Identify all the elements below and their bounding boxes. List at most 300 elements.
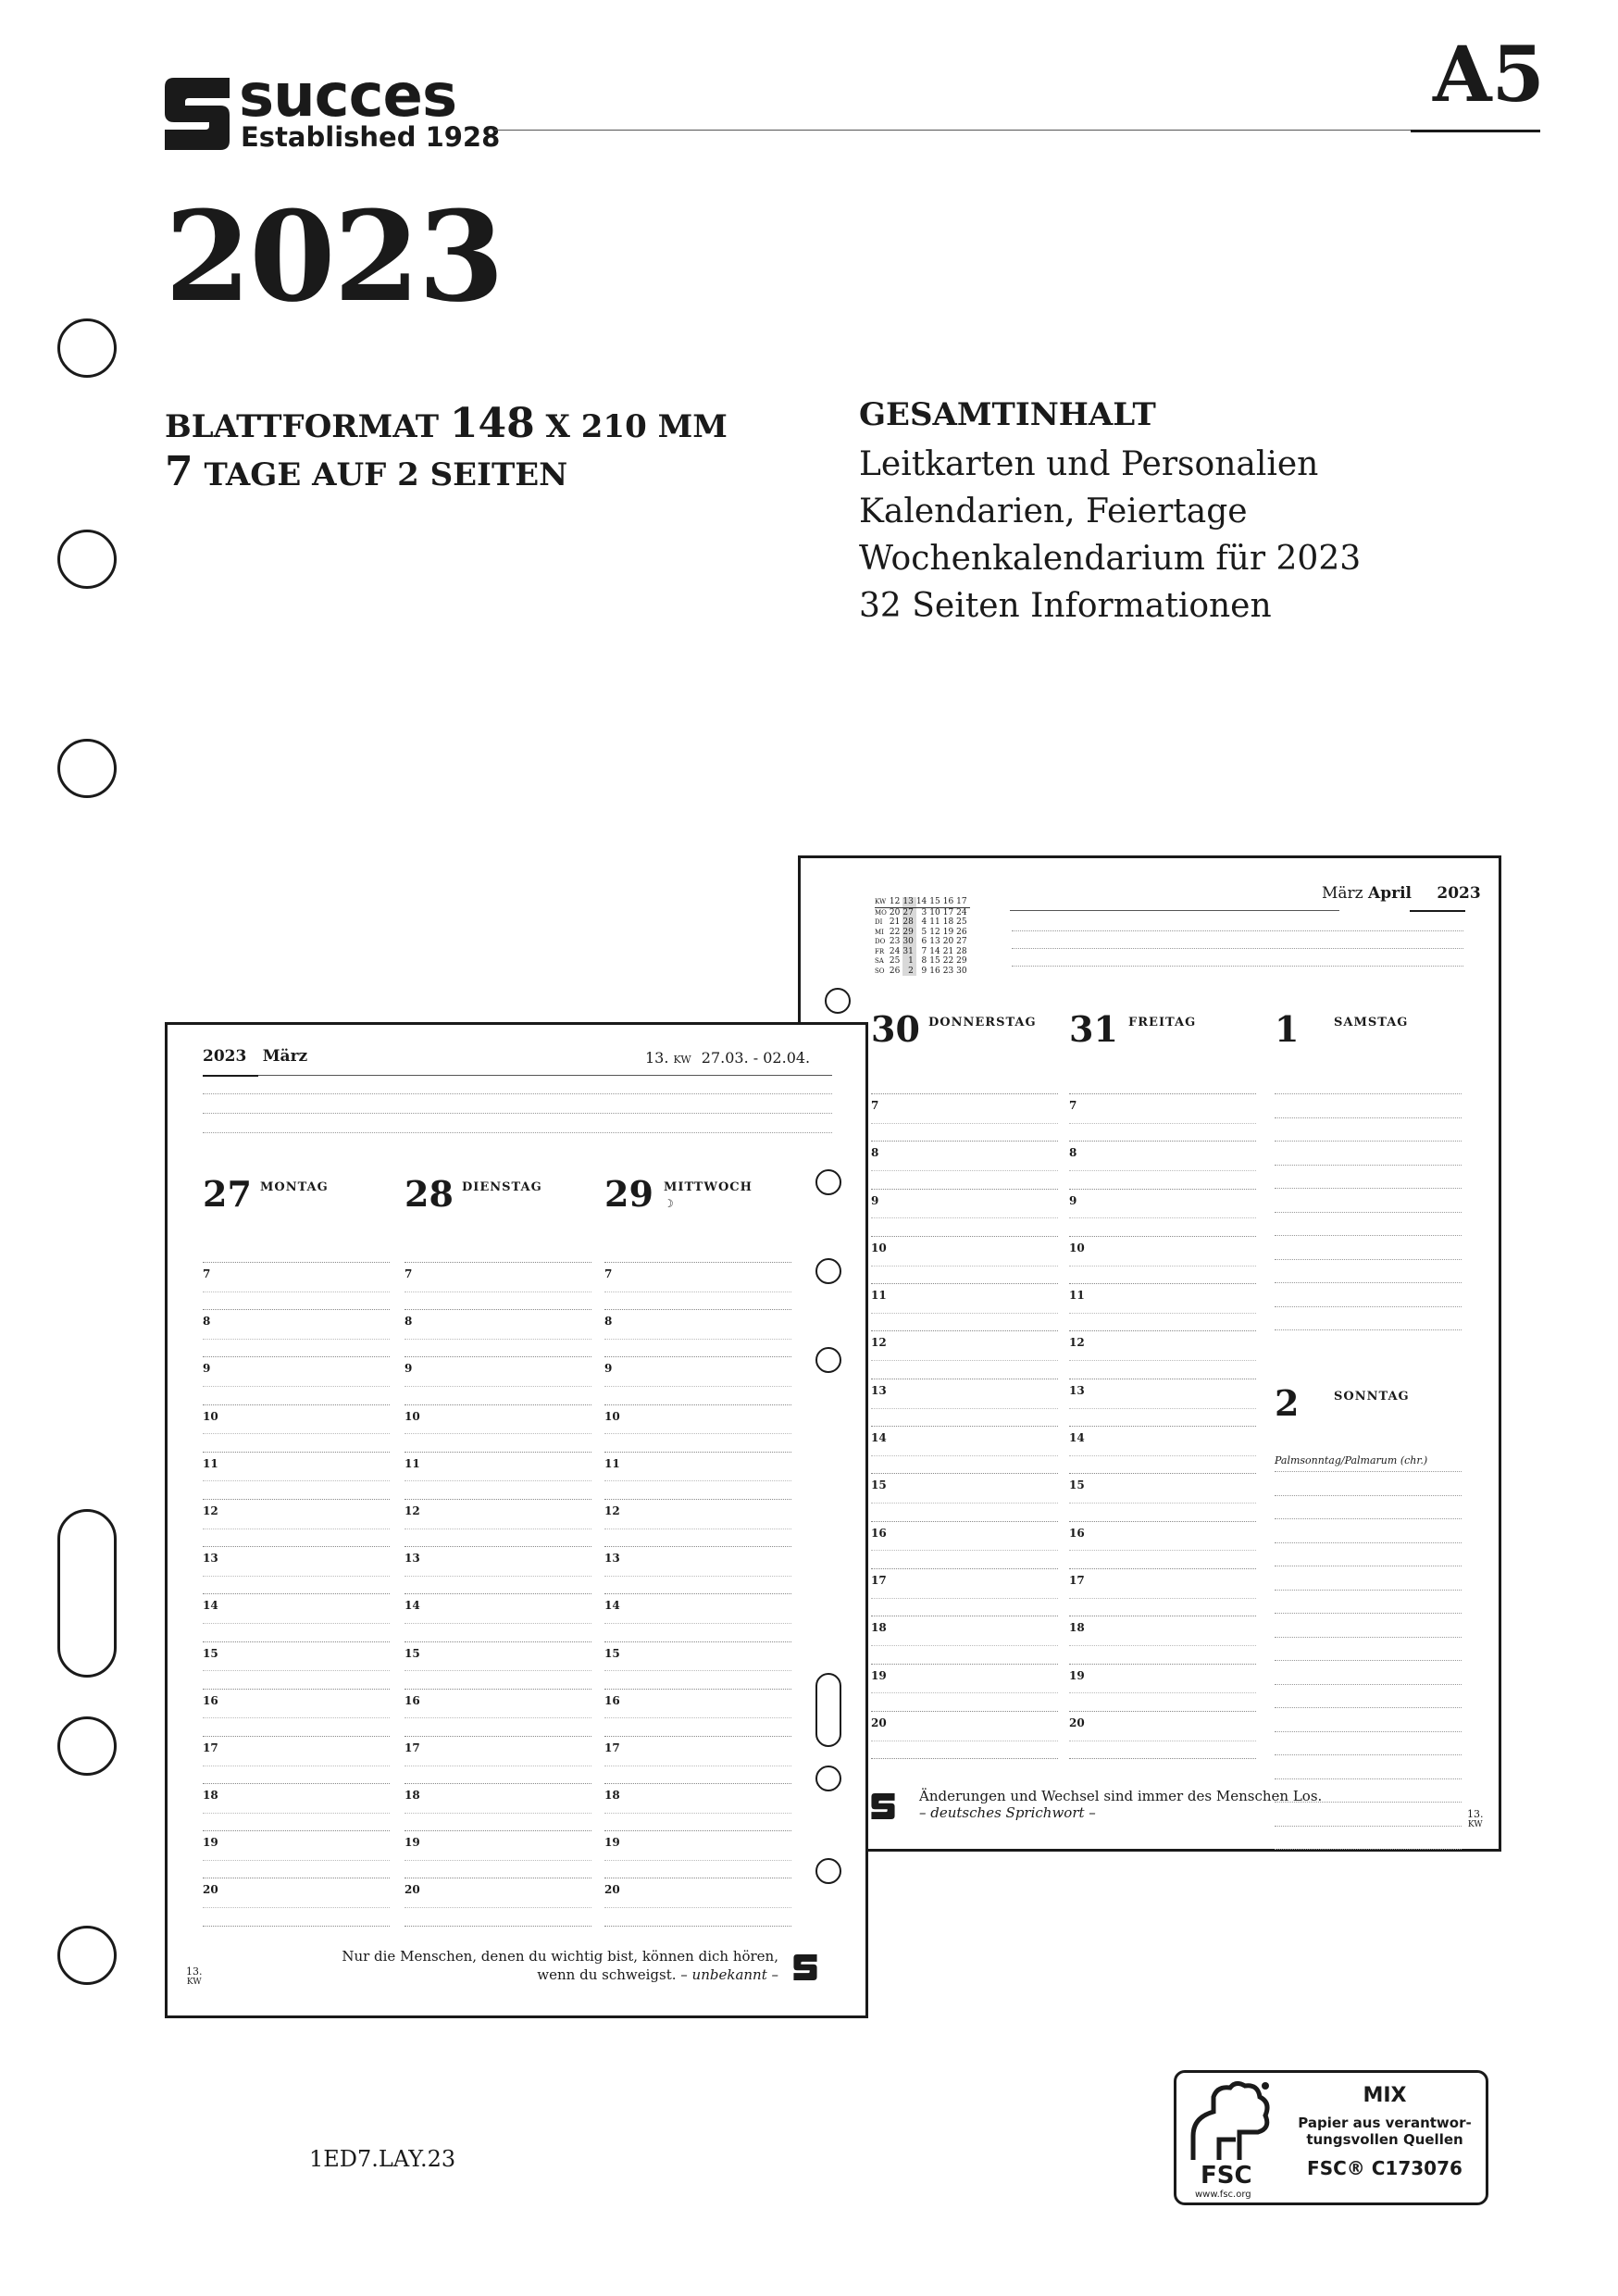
hour-label: 7: [404, 1267, 413, 1280]
mini-calendar-row: [875, 928, 970, 938]
mini-calendar-row: [875, 907, 970, 917]
hour-row: [871, 1141, 1058, 1188]
binder-hole: [57, 739, 117, 798]
hour-label: 9: [871, 1193, 879, 1207]
day-name: MITTWOCH: [664, 1180, 753, 1194]
hour-label: 16: [871, 1526, 887, 1540]
page-hole: [825, 988, 851, 1014]
half-hour-line: [1069, 1455, 1256, 1456]
mini-calendar-cell: 16: [943, 897, 956, 907]
hour-label: 7: [604, 1267, 613, 1280]
hour-row: [871, 1521, 1058, 1568]
mini-calendar-cell: 22: [889, 927, 901, 937]
day-column-sunday: [1275, 1382, 1462, 1424]
mini-calendar-cell: 5: [921, 927, 927, 937]
hour-row: [404, 1689, 591, 1736]
mini-calendar-cell: 11: [929, 917, 940, 927]
hour-label: 7: [1069, 1099, 1077, 1112]
hour-label: 18: [404, 1789, 420, 1803]
note-line: [1275, 1802, 1462, 1826]
hour-label: 18: [871, 1621, 887, 1635]
saturday-lines: [1275, 1093, 1462, 1354]
half-hour-line: [203, 1386, 390, 1387]
weekday-label: MI: [875, 928, 884, 936]
half-hour-line: [871, 1123, 1058, 1124]
day-number: 31: [1069, 1008, 1118, 1050]
hour-label: 17: [404, 1741, 420, 1754]
hour-row: [1069, 1283, 1256, 1330]
hour-label: 18: [1069, 1621, 1085, 1635]
hour-row: [871, 1330, 1058, 1378]
half-hour-line: [1069, 1408, 1256, 1409]
day-name: SAMSTAG: [1334, 1016, 1409, 1029]
half-hour-line: [404, 1339, 591, 1340]
binder-slot: [57, 1509, 117, 1678]
month1: März: [1322, 884, 1363, 903]
year-title: 2023: [165, 183, 503, 330]
day-number: 30: [871, 1008, 920, 1050]
day-number: 2: [1275, 1382, 1300, 1424]
half-hour-line: [1069, 1645, 1256, 1646]
note-line: [1275, 1660, 1462, 1684]
binder-hole: [57, 318, 117, 378]
note-line: [1275, 1165, 1462, 1189]
mini-calendar-cell: 13: [929, 937, 940, 946]
note-line: [1275, 1329, 1462, 1354]
mini-calendar-cell: 12: [890, 897, 902, 907]
half-hour-line: [604, 1386, 791, 1387]
note-line: [1275, 1707, 1462, 1731]
mini-calendar-cell: 8: [921, 956, 927, 966]
note-line: [1275, 1117, 1462, 1142]
mini-calendar-cell: 26: [889, 966, 901, 976]
note-line: [1275, 1212, 1462, 1236]
half-hour-line: [203, 1813, 390, 1814]
half-hour-line: [1069, 1692, 1256, 1693]
hour-label: 10: [1069, 1241, 1085, 1254]
half-hour-line: [871, 1313, 1058, 1314]
half-hour-line: [871, 1503, 1058, 1504]
layout-desc-text: TAGE AUF 2 SEITEN: [193, 456, 568, 493]
hour-label: 20: [871, 1716, 887, 1729]
half-hour-line: [604, 1623, 791, 1624]
right-quote: Änderungen und Wechsel sind immer des Menschen Los.: [919, 1788, 1323, 1804]
half-hour-line: [203, 1433, 390, 1434]
mini-calendar-cell: 25: [956, 917, 967, 927]
right-page-preview: [798, 855, 1501, 1852]
hour-label: 14: [871, 1431, 887, 1445]
note-line: [1275, 1566, 1462, 1590]
hours-tuesday: [404, 1262, 591, 1927]
hour-label: 20: [203, 1883, 218, 1897]
day-column-tuesday: [404, 1173, 591, 1215]
contents-list: [859, 441, 1361, 630]
hour-row-end: [1069, 1758, 1256, 1759]
mini-calendar-cell: 3: [921, 907, 927, 917]
right-year: 2023: [1437, 884, 1481, 903]
mini-calendar-cell: 14: [916, 897, 929, 907]
mini-calendar-cell: 18: [942, 917, 954, 927]
mini-calendar-cell: 1: [902, 956, 915, 967]
hour-row: [871, 1379, 1058, 1426]
left-quote: [306, 1947, 778, 1984]
hour-label: 13: [604, 1552, 620, 1566]
half-hour-line: [871, 1455, 1058, 1456]
kw-label: KW: [1467, 1820, 1483, 1829]
hour-label: 8: [1069, 1146, 1077, 1160]
day-column-friday: [1069, 1008, 1256, 1050]
half-hour-line: [404, 1576, 591, 1577]
hour-row: [604, 1641, 791, 1689]
page-hole: [815, 1258, 841, 1284]
mini-calendar-cell: 24: [889, 946, 901, 956]
hour-row: [404, 1309, 591, 1356]
kw-number: 13.: [186, 1965, 203, 1978]
hour-label: 14: [1069, 1431, 1085, 1445]
half-hour-line: [871, 1266, 1058, 1267]
half-hour-line: [1069, 1503, 1256, 1504]
binder-hole: [57, 530, 117, 589]
left-page-header: [203, 1047, 307, 1066]
hour-label: 15: [871, 1479, 887, 1492]
hour-label: 12: [871, 1336, 887, 1350]
hour-label: 19: [604, 1836, 620, 1850]
sunday-note: Palmsonntag/Palmarum (chr.): [1275, 1454, 1428, 1466]
hour-label: 17: [1069, 1573, 1085, 1587]
half-hour-line: [871, 1692, 1058, 1693]
weekday-label: DO: [875, 938, 886, 945]
brand-logo-icon: [165, 78, 230, 150]
page-slot: [815, 1673, 841, 1747]
hour-label: 10: [871, 1241, 887, 1254]
hour-row: [871, 1568, 1058, 1616]
hour-row: [404, 1783, 591, 1830]
half-hour-line: [1069, 1123, 1256, 1124]
hour-row: [203, 1309, 390, 1356]
hour-label: 9: [404, 1362, 413, 1376]
hour-row: [203, 1689, 390, 1736]
mini-calendar-cell: 15: [929, 897, 942, 907]
hour-row: [871, 1093, 1058, 1141]
half-hour-line: [1069, 1550, 1256, 1551]
binder-hole: [57, 1926, 117, 1985]
mini-calendar-cell: 30: [956, 966, 967, 976]
note-line: [1275, 1471, 1462, 1495]
half-hour-line: [404, 1480, 591, 1481]
hour-label: 14: [604, 1599, 620, 1613]
note-line: [1275, 1188, 1462, 1212]
mini-calendar-row: [875, 956, 970, 967]
hour-row: [604, 1830, 791, 1878]
note-line: [1275, 1731, 1462, 1755]
day-column-saturday: [1275, 1008, 1462, 1050]
hour-label: 12: [404, 1504, 420, 1517]
hour-row: [1069, 1189, 1256, 1236]
day-name: DONNERSTAG: [928, 1016, 1037, 1029]
hour-row: [404, 1452, 591, 1499]
half-hour-line: [404, 1813, 591, 1814]
format-code: A5: [1433, 31, 1545, 119]
hour-label: 19: [1069, 1668, 1085, 1682]
sheet-format-suffix: X 210 MM: [534, 408, 728, 445]
sunday-lines: [1275, 1471, 1462, 1873]
kw-number: 13.: [645, 1049, 669, 1067]
hour-row: [871, 1616, 1058, 1663]
hour-label: 14: [203, 1599, 218, 1613]
fsc-line: Papier aus verantwor-: [1298, 2115, 1472, 2131]
hour-label: 12: [203, 1504, 218, 1517]
hour-row: [404, 1262, 591, 1309]
mini-calendar-cell: 30: [902, 937, 915, 947]
half-hour-line: [1069, 1170, 1256, 1171]
hour-label: 13: [203, 1552, 218, 1566]
hour-label: 20: [1069, 1716, 1085, 1729]
note-line: [1275, 1282, 1462, 1306]
hour-label: 8: [404, 1315, 413, 1329]
hour-label: 9: [203, 1362, 211, 1376]
hour-row: [871, 1711, 1058, 1758]
half-hour-line: [1069, 1266, 1256, 1267]
note-line: [1275, 1590, 1462, 1614]
hour-label: 17: [871, 1573, 887, 1587]
hour-row: [604, 1689, 791, 1736]
hour-row: [203, 1452, 390, 1499]
mini-calendar-cell: 20: [889, 907, 901, 917]
half-hour-line: [404, 1670, 591, 1671]
note-line: [1275, 1613, 1462, 1637]
hour-label: 15: [1069, 1479, 1085, 1492]
mini-calendar-cell: 21: [889, 917, 901, 927]
kw-number: 13.: [1467, 1808, 1484, 1820]
hour-row: [203, 1404, 390, 1452]
left-footer-kw: [186, 1965, 203, 1987]
mini-calendar-cell: 31: [902, 947, 915, 957]
hour-row: [203, 1641, 390, 1689]
half-hour-line: [203, 1907, 390, 1908]
hour-label: 11: [1069, 1289, 1085, 1303]
hour-label: 12: [604, 1504, 620, 1517]
left-week-range: [645, 1049, 810, 1067]
product-code: 1ED7.LAY.23: [309, 2146, 456, 2172]
half-hour-line: [1069, 1598, 1256, 1599]
hour-label: 11: [871, 1289, 887, 1303]
quote-line: wenn du schweigst.: [537, 1966, 677, 1983]
weekday-label: SO: [875, 967, 885, 975]
fsc-label: [1174, 2070, 1488, 2205]
page-hole: [815, 1766, 841, 1791]
hour-row: [203, 1356, 390, 1404]
mini-calendar-cell: 24: [956, 907, 967, 917]
half-hour-line: [604, 1670, 791, 1671]
sheet-format-prefix: BLATTFORMAT: [165, 408, 450, 445]
note-line: [1275, 1141, 1462, 1165]
quote-line: Nur die Menschen, denen du wichtig bist, können dich hören,: [342, 1948, 778, 1965]
mini-calendar-cell: 21: [942, 946, 954, 956]
half-hour-line: [1069, 1217, 1256, 1218]
hour-label: 8: [871, 1146, 879, 1160]
fsc-tree-icon: [1188, 2080, 1275, 2164]
mini-calendar-cell: 7: [921, 946, 927, 956]
half-hour-line: [604, 1433, 791, 1434]
half-hour-line: [203, 1717, 390, 1718]
mini-calendar-cell: 23: [942, 966, 954, 976]
weekday-label: SA: [875, 957, 884, 965]
day-number: 27: [203, 1173, 252, 1215]
hour-row: [871, 1236, 1058, 1283]
mini-calendar-cell: 15: [929, 956, 940, 966]
left-notes-lines: [203, 1093, 832, 1133]
note-line: [1275, 1306, 1462, 1330]
day-number: 29: [604, 1173, 653, 1215]
fsc-mix: MIX: [1363, 2084, 1407, 2107]
hour-row: [203, 1593, 390, 1641]
hour-row: [203, 1783, 390, 1830]
hour-row: [1069, 1616, 1256, 1663]
hour-label: 13: [871, 1383, 887, 1397]
note-line: [1275, 1518, 1462, 1542]
hour-label: 17: [604, 1741, 620, 1754]
half-hour-line: [604, 1907, 791, 1908]
fsc-url: www.fsc.org: [1195, 2190, 1251, 2200]
hour-row: [604, 1593, 791, 1641]
right-header-accent: [1410, 910, 1465, 912]
mini-calendar-cell: 4: [921, 917, 927, 927]
mini-calendar-header: [875, 897, 970, 907]
mini-calendar-row: [875, 967, 970, 977]
mini-calendar-cell: 12: [929, 927, 940, 937]
hour-label: 12: [1069, 1336, 1085, 1350]
half-hour-line: [404, 1860, 591, 1861]
hour-row: [604, 1736, 791, 1783]
hour-row: [1069, 1473, 1256, 1520]
right-page-header: [1322, 884, 1481, 903]
hour-label: 18: [203, 1789, 218, 1803]
hour-label: 15: [604, 1646, 620, 1660]
mini-calendar-cell: 27: [956, 937, 967, 946]
hour-row: [404, 1499, 591, 1546]
hour-row: [203, 1878, 390, 1925]
hour-label: 8: [604, 1315, 613, 1329]
weekday-label: MO: [875, 908, 887, 917]
mini-calendar-cell: 19: [942, 927, 954, 937]
hour-row: [871, 1189, 1058, 1236]
half-hour-line: [871, 1550, 1058, 1551]
note-line: [1275, 1849, 1462, 1873]
page-hole: [815, 1858, 841, 1884]
page-hole: [815, 1169, 841, 1195]
hour-row: [1069, 1664, 1256, 1711]
hours-thursday: [871, 1093, 1058, 1759]
layout-desc-num: 7: [165, 448, 193, 495]
contents-heading: GESAMTINHALT: [859, 396, 1156, 433]
half-hour-line: [604, 1480, 791, 1481]
hour-row: [1069, 1379, 1256, 1426]
half-hour-line: [604, 1813, 791, 1814]
hour-label: 15: [203, 1646, 218, 1660]
hour-label: 15: [404, 1646, 420, 1660]
hour-row: [1069, 1330, 1256, 1378]
moon-phase-icon: ☽: [664, 1197, 674, 1210]
half-hour-line: [1069, 1313, 1256, 1314]
half-hour-line: [871, 1360, 1058, 1361]
half-hour-line: [871, 1170, 1058, 1171]
hour-label: 10: [604, 1409, 620, 1423]
hour-row-end: [203, 1926, 390, 1927]
day-name: MONTAG: [260, 1180, 329, 1194]
hour-row: [203, 1736, 390, 1783]
hour-label: 7: [871, 1099, 879, 1112]
note-line: [1275, 1259, 1462, 1283]
hour-row: [871, 1426, 1058, 1473]
fsc-code: FSC® C173076: [1307, 2157, 1462, 2179]
day-number: 28: [404, 1173, 454, 1215]
hour-row: [203, 1499, 390, 1546]
mini-calendar-cell: 20: [942, 937, 954, 946]
hour-row-end: [604, 1926, 791, 1927]
hour-row-end: [871, 1758, 1058, 1759]
mini-calendar-row: [875, 917, 970, 928]
hour-label: 13: [404, 1552, 420, 1566]
hour-label: 14: [404, 1599, 420, 1613]
hour-row: [404, 1878, 591, 1925]
sheet-format-size: 148: [449, 400, 535, 447]
hour-label: 7: [203, 1267, 211, 1280]
right-header-rule: [1010, 910, 1339, 911]
hour-label: 9: [1069, 1193, 1077, 1207]
hour-row: [604, 1546, 791, 1593]
note-line: [1275, 1093, 1462, 1117]
half-hour-line: [604, 1339, 791, 1340]
note-line: [1275, 1235, 1462, 1259]
hour-label: 17: [203, 1741, 218, 1754]
note-line: [1275, 1684, 1462, 1708]
succes-mark-icon: [793, 1954, 821, 1980]
half-hour-line: [871, 1217, 1058, 1218]
left-header-rule: [258, 1075, 832, 1076]
hour-row: [871, 1664, 1058, 1711]
fsc-text: [1288, 2084, 1482, 2179]
hour-label: 20: [404, 1883, 420, 1897]
hour-row: [871, 1283, 1058, 1330]
mini-calendar-cell: 17: [956, 897, 969, 907]
mini-calendar-cell: 17: [942, 907, 954, 917]
hour-label: 11: [404, 1456, 420, 1470]
half-hour-line: [203, 1670, 390, 1671]
hour-label: 11: [203, 1456, 218, 1470]
kw-label: KW: [673, 1054, 691, 1066]
hour-label: 10: [203, 1409, 218, 1423]
hour-row: [203, 1830, 390, 1878]
mini-calendar: [875, 897, 970, 976]
mini-calendar-row: [875, 947, 970, 957]
fsc-line: tungsvollen Quellen: [1306, 2131, 1463, 2148]
hour-row: [404, 1593, 591, 1641]
binder-hole: [57, 1716, 117, 1776]
mini-calendar-cell: 28: [902, 917, 915, 928]
mini-calendar-cell: 26: [956, 927, 967, 937]
half-hour-line: [404, 1623, 591, 1624]
right-quote-author: – deutsches Sprichwort –: [919, 1804, 1096, 1821]
mini-calendar-cell: 10: [929, 907, 940, 917]
hour-label: 19: [203, 1836, 218, 1850]
left-page-preview: [165, 1022, 868, 2018]
left-header-accent: [203, 1075, 258, 1077]
half-hour-line: [203, 1576, 390, 1577]
hour-row: [203, 1262, 390, 1309]
hour-row: [604, 1262, 791, 1309]
half-hour-line: [404, 1907, 591, 1908]
hour-row: [604, 1499, 791, 1546]
